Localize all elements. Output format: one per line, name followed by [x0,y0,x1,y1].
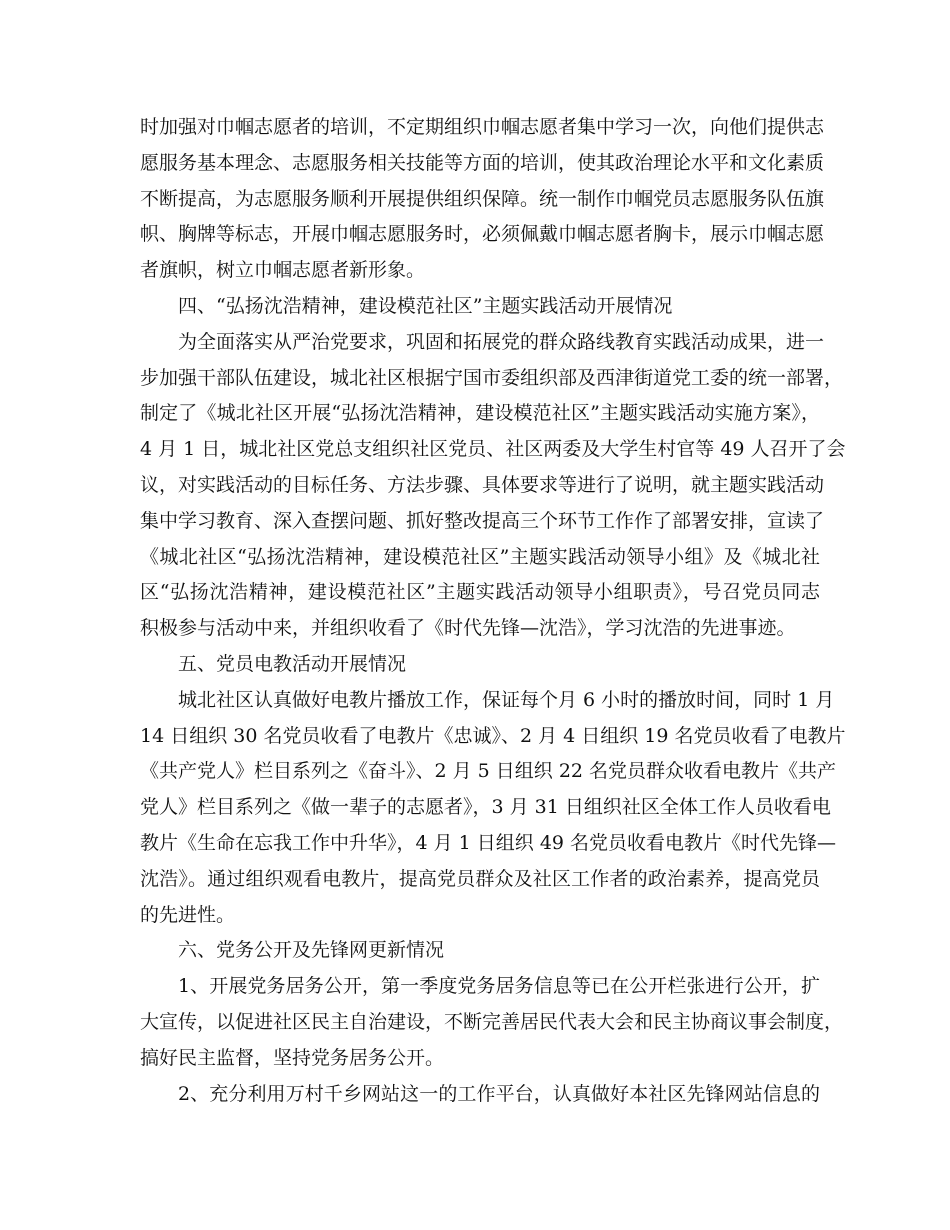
paragraph-line: 者旗帜，树立巾帼志愿者新形象。 [140,259,426,282]
paragraph-line: 大宣传，以促进社区民主自治建设，不断完善居民代表大会和民主协商议事会制度， [140,1010,844,1033]
paragraph-line: 4 月 1 日，城北社区党总支组织社区党员、社区两委及大学生村官等 49 人召开了会 [140,438,846,461]
document-body [140,110,846,1112]
paragraph-line: 帜、胸牌等标志，开展巾帼志愿服务时，必须佩戴巾帼志愿者胸卡，展示巾帼志愿 [140,223,825,246]
paragraph-line: 《城北社区“弘扬沈浩精神，建设模范社区”主题实践活动领导小组》及《城北社 [140,545,820,568]
paragraph-line: 2、充分利用万村千乡网站这一的工作平台，认真做好本社区先锋网站信息的 [178,1082,820,1105]
paragraph-line: 教片《生命在忘我工作中升华》，4 月 1 日组织 49 名党员收看电教片《时代先锋— [140,831,837,854]
paragraph-line: 集中学习教育、深入查摆问题、抓好整改提高三个环节工作作了部署安排，宣读了 [140,509,825,532]
paragraph-line: 14 日组织 30 名党员收看了电教片《忠诚》、2 月 4 日组织 19 名党员收看了电教片 [140,724,846,747]
section-heading: 六、党务公开及先锋网更新情况 [178,939,445,962]
paragraph-line: 1、开展党务居务公开，第一季度党务居务信息等已在公开栏张进行公开，扩 [178,975,820,998]
paragraph-line: 制定了《城北社区开展“弘扬沈浩精神，建设模范社区”主题实践活动实施方案》， [140,402,820,425]
paragraph-line: 沈浩》。通过组织观看电教片，提高党员群众及社区工作者的政治素养，提高党员 [140,867,820,890]
paragraph-line: 搞好民主监督，坚持党务居务公开。 [140,1046,445,1069]
paragraph-line: 不断提高，为志愿服务顺利开展提供组织保障。统一制作巾帼党员志愿服务队伍旗 [140,187,825,210]
paragraph-line: 积极参与活动中来，并组织收看了《时代先锋—沈浩》，学习沈浩的先进事迹。 [140,617,796,640]
paragraph-line: 党人》栏目系列之《做一辈子的志愿者》，3 月 31 日组织社区全体工作人员收看电 [140,796,831,819]
paragraph-line: 议，对实践活动的目标任务、方法步骤、具体要求等进行了说明，就主题实践活动 [140,473,825,496]
section-heading: 五、党员电教活动开展情况 [178,652,407,675]
paragraph-line: 城北社区认真做好电教片播放工作，保证每个月 6 小时的播放时间，同时 1 月 [178,688,835,711]
paragraph-line: 愿服务基本理念、志愿服务相关技能等方面的培训，使其政治理论水平和文化素质 [140,151,825,174]
paragraph-line: 区“弘扬沈浩精神，建设模范社区”主题实践活动领导小组职责》，号召党员同志 [140,581,820,604]
paragraph-line: 《共产党人》栏目系列之《奋斗》、2 月 5 日组织 22 名党员群众收看电教片《共产 [140,760,837,783]
paragraph-line: 步加强干部队伍建设，城北社区根据宁国市委组织部及西津街道党工委的统一部署， [140,366,844,389]
paragraph-line: 的先进性。 [140,903,236,926]
paragraph-line: 为全面落实从严治党要求，巩固和拓展党的群众路线教育实践活动成果，进一 [178,330,825,353]
section-heading: 四、“弘扬沈浩精神，建设模范社区”主题实践活动开展情况 [178,294,673,317]
paragraph-line: 时加强对巾帼志愿者的培训，不定期组织巾帼志愿者集中学习一次，向他们提供志 [140,116,825,138]
